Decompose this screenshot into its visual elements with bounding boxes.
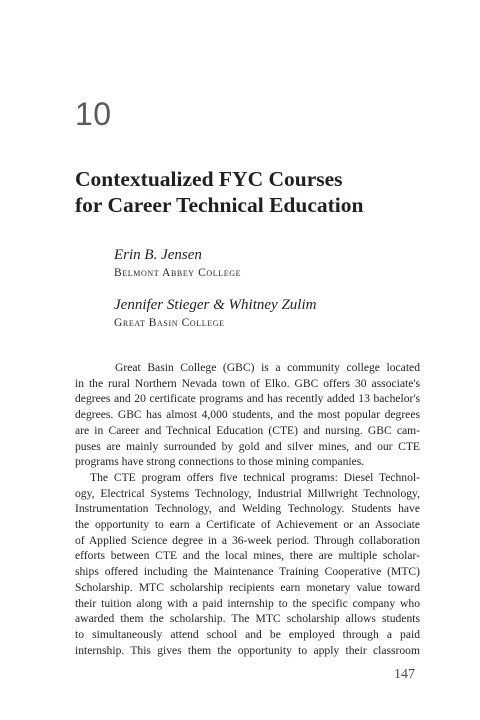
- page-number: 147: [394, 667, 415, 682]
- paragraph-line: Great Basin College (GBC) is a community college located: [115, 361, 420, 374]
- paragraph-line: efforts between CTE and the local mines, there are multiple scholar-: [75, 549, 420, 563]
- paragraph-line: degrees and 20 certificate programs and has recently added 13 bachelor's: [75, 392, 420, 406]
- paragraph-line: degrees. GBC has almost 4,000 students, and the most popular degrees: [75, 408, 420, 422]
- paragraph-line: are in Career and Technical Education (CTE) and nursing. GBC cam-: [75, 423, 420, 437]
- chapter-number: 10: [75, 96, 112, 132]
- paragraph-line: puses are mainly surrounded by gold and silver mines, and our CTE: [75, 439, 420, 453]
- chapter-title-line: for Career Technical Education: [75, 193, 364, 217]
- author-name: Jennifer Stieger & Whitney Zulim: [114, 297, 317, 313]
- paragraph-line: in the rural Northern Nevada town of Elko. GBC offers 30 associate's: [75, 376, 420, 390]
- paragraph-line: awarded them the scholarship. The MTC scholarship allows students: [75, 612, 420, 626]
- paragraph-line: Instrumentation Technology, and Welding Technology. Students have: [75, 502, 420, 516]
- paragraph-line: The CTE program offers five technical programs: Diesel Technol-: [90, 470, 420, 484]
- chapter-title: [75, 166, 455, 218]
- paragraph-line: their tuition along with a paid internship to the specific company who: [75, 596, 420, 610]
- paragraph-line: of Applied Science degree in a 36-week period. Through collaboration: [75, 533, 420, 547]
- paragraph-line: programs have strong connections to those mining companies.: [75, 455, 365, 469]
- body-text: [75, 360, 420, 658]
- paragraph-line: internship. This gives them the opportunity to apply their classroom: [75, 643, 420, 657]
- paragraph-line: ogy, Electrical Systems Technology, Industrial Millwright Technology,: [75, 486, 420, 500]
- author-affiliation: Great Basin College: [114, 317, 225, 329]
- paragraph-line: ships offered including the Maintenance Training Cooperative (MTC): [75, 565, 420, 579]
- author-affiliation: Belmont Abbey College: [114, 267, 242, 279]
- paragraph-line: to simultaneously attend school and be employed through a paid: [75, 627, 420, 641]
- chapter-title-line: Contextualized FYC Courses: [75, 167, 343, 191]
- paragraph-line: the opportunity to earn a Certificate of Achievement or an Associate: [75, 518, 420, 532]
- paragraph-line: Scholarship. MTC scholarship recipients earn monetary value toward: [75, 580, 420, 594]
- author-name: Erin B. Jensen: [114, 247, 202, 263]
